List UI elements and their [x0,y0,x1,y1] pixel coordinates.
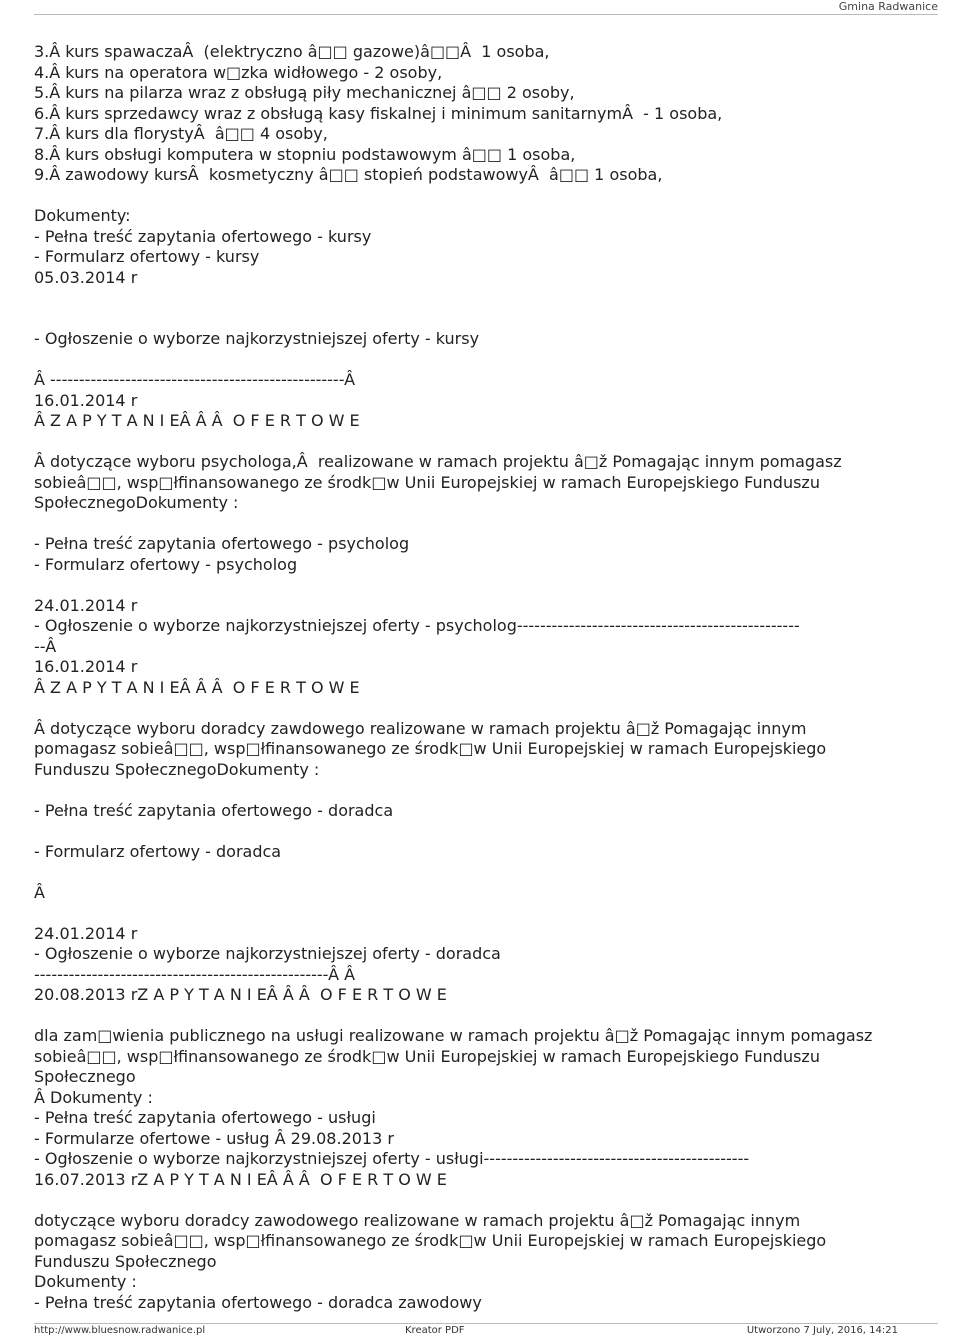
blank-line [34,288,944,309]
text-line: pomagasz sobieâ□□, wsp□łfinansowanego ze środk□w Unii Europejskiej w ramach Europejskiego [34,739,827,758]
text-line: sobieâ□□, wsp□łfinansowanego ze środk□w Unii Europejskiej w ramach Europejskiego Funduszu [34,1046,820,1066]
text-line: Â [34,882,45,902]
document-link[interactable]: - Pełna treść zapytania ofertowego - doradca [34,800,394,820]
document-link[interactable]: - Ogłoszenie o wyborze najkorzystniejszej oferty - psycholog------------------------------------------------- [34,616,800,635]
page-header-title: Gmina Radwanice [838,0,938,13]
text-line: 16.01.2014 r [34,657,138,676]
footer-creator: Kreator PDF [405,1325,465,1336]
blank-line [34,514,944,535]
blank-line [34,309,944,330]
document-link[interactable]: - Ogłoszenie o wyborze najkorzystniejszej oferty - kursy [34,329,480,348]
document-link[interactable]: - Pełna treść zapytania ofertowego - kursy [34,226,372,246]
text-line: 5.Â kurs na pilarza wraz z obsługą piły mechanicznej â□□ 2 osoby, [34,83,575,102]
blank-line [34,821,944,842]
text-line: 9.Â zawodowy kursÂ kosmetyczny â□□ stopień podstawowyÂ â□□ 1 osoba, [34,165,663,184]
blank-line [34,1190,944,1211]
document-link[interactable]: - Pełna treść zapytania ofertowego - doradca zawodowy [34,1292,482,1312]
text-line: 7.Â kurs dla florystyÂ â□□ 4 osoby, [34,124,328,143]
footer-url-link[interactable]: http://www.bluesnow.radwanice.pl [34,1325,206,1336]
blank-line [34,350,944,371]
document-link[interactable]: - Pełna treść zapytania ofertowego - usługi [34,1108,376,1127]
text-line: 24.01.2014 r [34,923,138,943]
text-line: Dokumenty: [34,206,131,225]
document-body [34,42,944,1313]
text-line: dotyczące wyboru doradcy zawodowego realizowane w ramach projektu â□ž Pomagając innym [34,1210,801,1230]
document-link[interactable]: - Formularz ofertowy - psycholog [34,554,298,574]
text-line: 4.Â kurs na operatora w□zka widłowego - 2 osoby, [34,62,443,82]
blank-line [34,575,944,596]
text-line: Funduszu Społecznego [34,1251,217,1271]
text-line: Â Z A P Y T A N I EÂ Â Â O F E R T O W E [34,411,360,430]
blank-line [34,432,944,453]
text-line: Â ---------------------------------------------------Â [34,370,356,389]
blank-line [34,698,944,719]
blank-line [34,186,944,207]
document-link[interactable]: - Pełna treść zapytania ofertowego - psycholog [34,534,410,553]
document-link[interactable]: - Ogłoszenie o wyborze najkorzystniejszej oferty - doradca [34,944,501,963]
text-line: Â Dokumenty : [34,1087,153,1107]
text-line: 16.01.2014 r [34,390,138,410]
document-link[interactable]: - Formularz ofertowy - kursy [34,247,260,266]
document-link[interactable]: - Formularze ofertowe - usług Â 29.08.2013 r [34,1128,394,1148]
text-line: 6.Â kurs sprzedawcy wraz z obsługą kasy fiskalnej i minimum sanitarnymÂ - 1 osoba, [34,103,723,123]
text-line: Funduszu SpołecznegoDokumenty : [34,759,320,779]
blank-line [34,903,944,924]
text-line: 24.01.2014 r [34,595,138,615]
blank-line [34,862,944,883]
text-line: dla zam□wienia publicznego na usługi realizowane w ramach projektu â□ž Pomagając innym pomagasz [34,1026,873,1045]
footer-created-date: Utworzono 7 July, 2016, 14:21 [746,1325,898,1336]
text-line: Â Z A P Y T A N I EÂ Â Â O F E R T O W E [34,677,360,697]
text-line: 8.Â kurs obsługi komputera w stopniu podstawowym â□□ 1 osoba, [34,144,576,164]
document-link[interactable]: - Ogłoszenie o wyborze najkorzystniejszej oferty - usługi---------------------------------------------- [34,1149,750,1168]
text-line: --Â [34,636,57,656]
text-line: ---------------------------------------------------Â Â [34,964,356,984]
blank-line [34,1006,944,1027]
text-line: Â dotyczące wyboru doradcy zawdowego realizowane w ramach projektu â□ž Pomagając innym [34,718,807,738]
footer-divider [34,1323,938,1324]
text-line: sobieâ□□, wsp□łfinansowanego ze środk□w Unii Europejskiej w ramach Europejskiego Funduszu [34,472,820,492]
blank-line [34,780,944,801]
text-line: SpołecznegoDokumenty : [34,493,239,512]
text-line: pomagasz sobieâ□□, wsp□łfinansowanego ze środk□w Unii Europejskiej w ramach Europejskiego [34,1231,827,1250]
text-line: 16.07.2013 rZ A P Y T A N I EÂ Â Â O F E R T O W E [34,1169,447,1189]
text-line: Społecznego [34,1067,136,1086]
text-line: 05.03.2014 r [34,267,138,287]
text-line: Â dotyczące wyboru psychologa,Â realizowane w ramach projektu â□ž Pomagając innym pomagasz [34,452,842,471]
header-divider [34,14,938,15]
text-line: 3.Â kurs spawaczaÂ (elektryczno â□□ gazowe)â□□Â 1 osoba, [34,42,550,61]
text-line: Dokumenty : [34,1272,137,1291]
text-line: 20.08.2013 rZ A P Y T A N I EÂ Â Â O F E R T O W E [34,985,447,1004]
document-link[interactable]: - Formularz ofertowy - doradca [34,841,282,861]
